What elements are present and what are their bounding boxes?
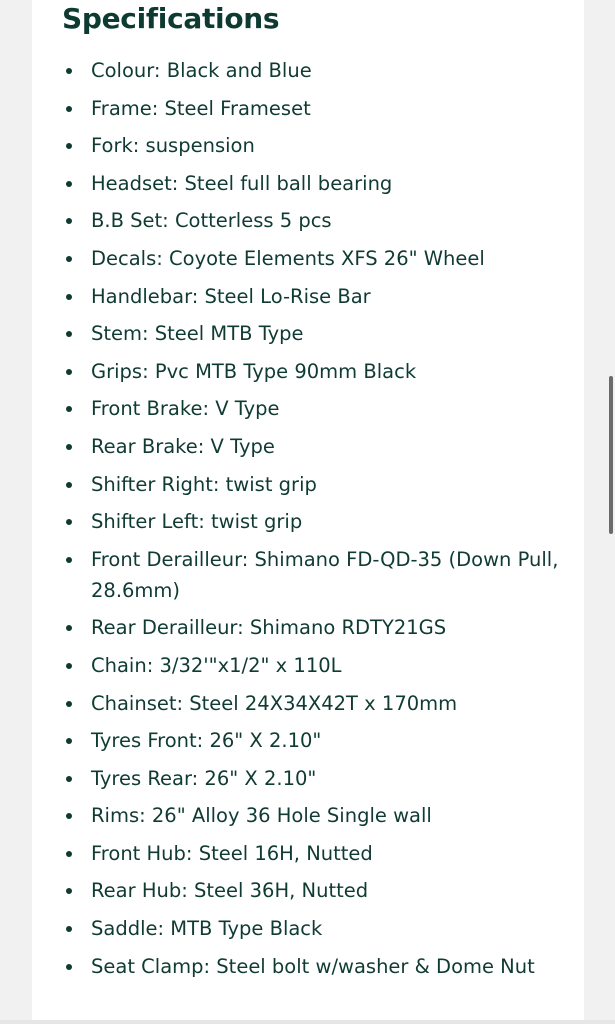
spec-text: Tyres Front: 26" X 2.10" — [91, 729, 322, 753]
spec-list-item — [62, 650, 572, 681]
spec-list-item — [62, 688, 572, 719]
bullet-icon — [66, 964, 72, 970]
spec-list-item — [62, 93, 572, 124]
spec-list-item — [62, 205, 572, 236]
bullet-icon — [66, 557, 72, 563]
spec-list-item — [62, 763, 572, 794]
spec-list-item — [62, 281, 572, 312]
spec-text: Rear Hub: Steel 36H, Nutted — [91, 879, 369, 903]
bullet-icon — [66, 106, 72, 112]
spec-text: B.B Set: Cotterless 5 pcs — [91, 209, 332, 233]
spec-text: Chain: 3/32'"x1/2" x 110L — [91, 653, 342, 677]
bullet-icon — [66, 143, 72, 149]
spec-text: Handlebar: Steel Lo-Rise Bar — [91, 284, 371, 308]
spec-text: Rear Derailleur: Shimano RDTY21GS — [91, 616, 447, 640]
spec-text: Colour: Black and Blue — [91, 59, 312, 82]
spec-list-item — [62, 168, 572, 199]
spec-list-item — [62, 506, 572, 537]
bullet-icon — [66, 68, 72, 74]
bullet-icon — [66, 519, 72, 525]
spec-list-item — [62, 356, 572, 387]
bullet-icon — [66, 444, 72, 450]
spec-text: Stem: Steel MTB Type — [91, 322, 304, 346]
page-bottom-edge — [0, 1020, 615, 1024]
spec-list-item — [62, 913, 572, 944]
bullet-icon — [66, 218, 72, 224]
spec-list-item — [62, 838, 572, 869]
spec-list-item — [62, 130, 572, 161]
spec-text: Shifter Left: twist grip — [91, 510, 303, 534]
spec-list-item — [62, 469, 572, 500]
spec-text: Front Brake: V Type — [91, 397, 280, 421]
bullet-icon — [66, 181, 72, 187]
spec-text: Chainset: Steel 24X34X42T x 170mm — [91, 691, 458, 715]
bullet-icon — [66, 776, 72, 782]
bullet-icon — [66, 888, 72, 894]
spec-list-item — [62, 55, 572, 86]
spec-list-item — [62, 318, 572, 349]
spec-list-item — [62, 725, 572, 756]
spec-list-item — [62, 951, 572, 982]
bullet-icon — [66, 701, 72, 707]
spec-list-item — [62, 243, 572, 274]
spec-text: Rear Brake: V Type — [91, 434, 275, 458]
spec-text: Fork: suspension — [91, 134, 255, 158]
spec-list-item — [62, 612, 572, 643]
bullet-icon — [66, 256, 72, 262]
bullet-icon — [66, 331, 72, 337]
bullet-icon — [66, 813, 72, 819]
spec-list-item — [62, 431, 572, 462]
spec-text: Seat Clamp: Steel bolt w/washer & Dome Nut — [91, 954, 535, 978]
spec-text: Decals: Coyote Elements XFS 26" Wheel — [91, 246, 485, 270]
spec-text: Saddle: MTB Type Black — [91, 917, 323, 941]
bullet-icon — [66, 294, 72, 300]
spec-text: Headset: Steel full ball bearing — [91, 171, 393, 195]
section-title: Specifications — [62, 2, 280, 35]
bullet-icon — [66, 406, 72, 412]
spec-text: Grips: Pvc MTB Type 90mm Black — [91, 359, 417, 383]
bullet-icon — [66, 482, 72, 488]
scrollbar-thumb[interactable] — [609, 376, 613, 534]
specifications-list — [62, 55, 572, 988]
spec-list-item — [62, 544, 572, 606]
spec-list-item — [62, 800, 572, 831]
spec-text: Rims: 26" Alloy 36 Hole Single wall — [91, 804, 432, 828]
spec-list-item — [62, 875, 572, 906]
bullet-icon — [66, 369, 72, 375]
bullet-icon — [66, 926, 72, 932]
bullet-icon — [66, 663, 72, 669]
specifications-card — [32, 0, 584, 1020]
bullet-icon — [66, 625, 72, 631]
spec-text: Shifter Right: twist grip — [91, 472, 317, 496]
bullet-icon — [66, 738, 72, 744]
spec-text: Front Derailleur: Shimano FD-QD-35 (Down Pull, 28.6mm) — [91, 547, 559, 602]
bullet-icon — [66, 851, 72, 857]
spec-text: Front Hub: Steel 16H, Nutted — [91, 841, 373, 865]
spec-text: Tyres Rear: 26" X 2.10" — [91, 766, 317, 790]
spec-text: Frame: Steel Frameset — [91, 96, 311, 120]
spec-list-item — [62, 393, 572, 424]
